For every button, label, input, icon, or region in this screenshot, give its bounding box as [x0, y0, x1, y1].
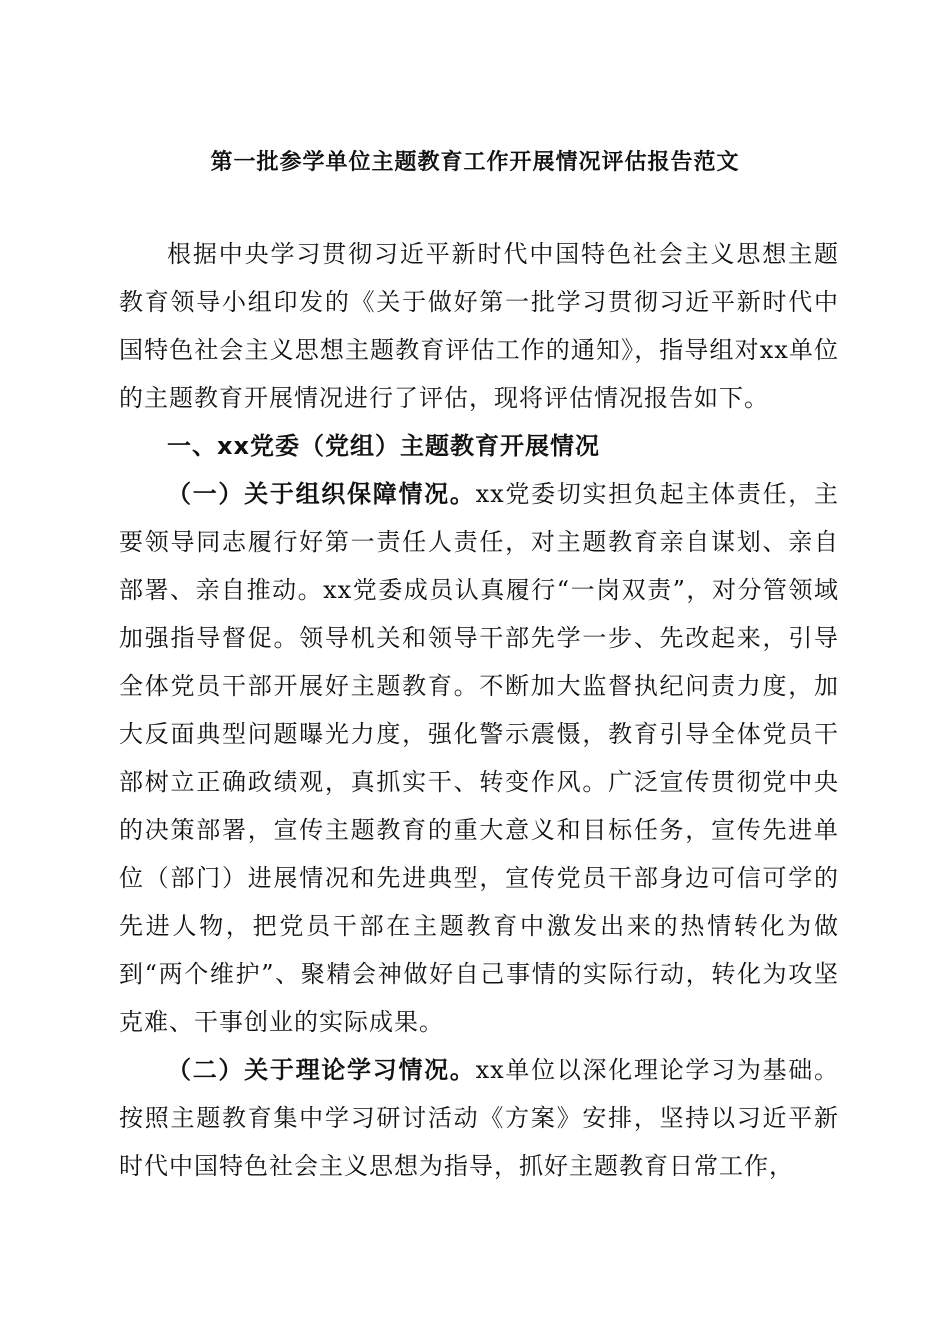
- section-heading-1: 一、xx党委（党组）主题教育开展情况: [167, 432, 600, 460]
- subsection-2-body: xx单位以深化理论学习为基础。按照主题教育集中学习研讨活动《方案》安排，坚持以习近平新时代中国特色社会主义思想为指导，抓好主题教育日常工作，: [119, 1056, 839, 1180]
- subsection-1-lead: （一）关于组织保障情况。: [167, 479, 476, 508]
- subsection-1-paragraph: [119, 470, 839, 1046]
- intro-paragraph: 根据中央学习贯彻习近平新时代中国特色社会主义思想主题教育领导小组印发的《关于做好第一批学习贯彻习近平新时代中国特色社会主义思想主题教育评估工作的通知》，指导组对xx单位的主题教育开展情况进行了评估，现将评估情况报告如下。: [119, 240, 839, 412]
- subsection-1-body: xx党委切实担负起主体责任，主要领导同志履行好第一责任人责任，对主题教育亲自谋划、亲自部署、亲自推动。xx党委成员认真履行“一岗双责”，对分管领域加强指导督促。领导机关和领导干部先学一步、先改起来，引导全体党员干部开展好主题教育。不断加大监督执纪问责力度，加大反面典型问题曝光力度，强化警示震慑，教育引导全体党员干部树立正确政绩观，真抓实干、转变作风。广泛宣传贯彻党中央的决策部署，宣传主题教育的重大意义和目标任务，宣传先进单位（部门）进展情况和先进典型，宣传党员干部身边可信可学的先进人物，把党员干部在主题教育中激发出来的热情转化为做到“两个维护”、聚精会神做好自己事情的实际行动，转化为攻坚克难、干事创业的实际成果。: [119, 480, 839, 1036]
- subsection-2-lead: （二）关于理论学习情况。: [167, 1055, 476, 1084]
- document-body: [119, 230, 839, 1190]
- document-title: 第一批参学单位主题教育工作开展情况评估报告范文: [210, 149, 740, 175]
- subsection-2-paragraph: [119, 1046, 839, 1190]
